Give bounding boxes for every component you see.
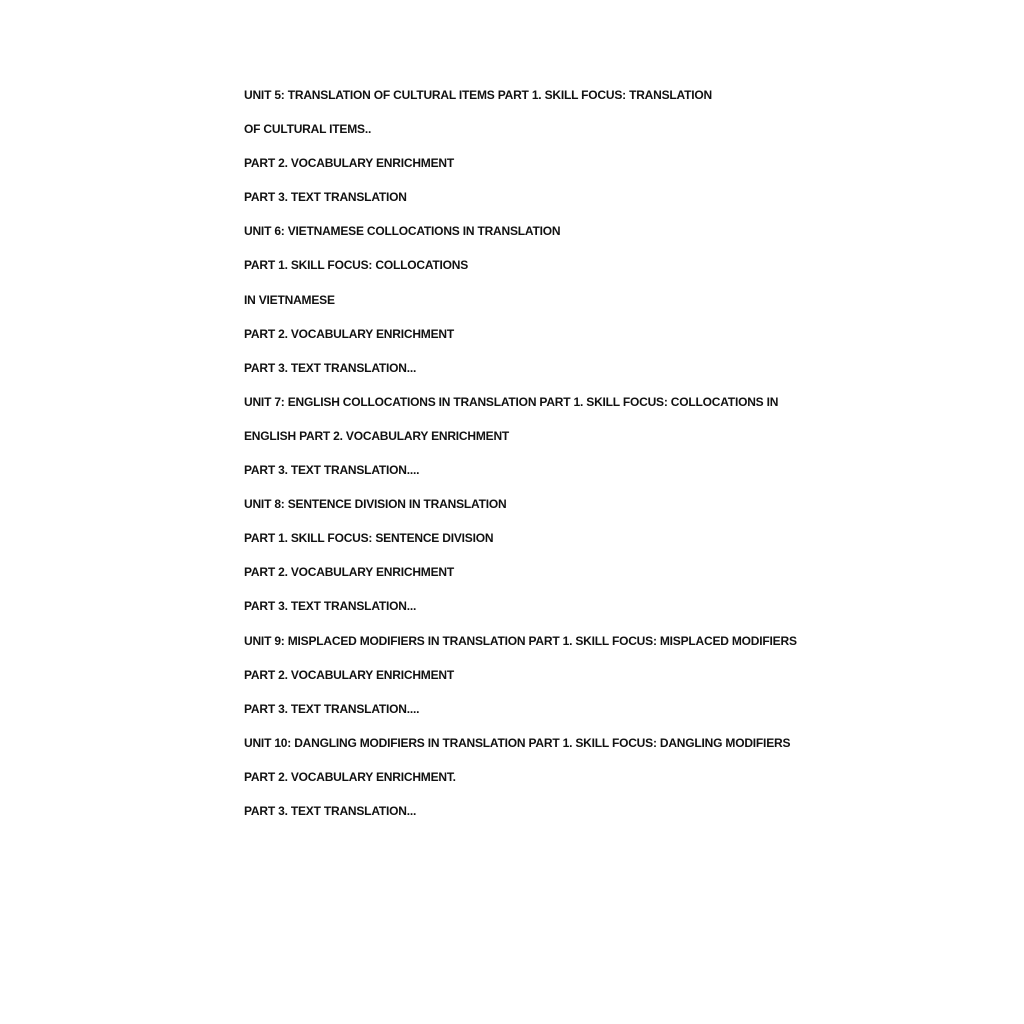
toc-line: PART 2. VOCABULARY ENRICHMENT xyxy=(244,326,454,341)
toc-line: PART 2. VOCABULARY ENRICHMENT xyxy=(244,667,454,682)
toc-line: PART 2. VOCABULARY ENRICHMENT xyxy=(244,565,454,580)
toc-line: ENGLISH PART 2. VOCABULARY ENRICHMENT xyxy=(244,428,510,443)
toc-line: UNIT 10: DANGLING MODIFIERS IN TRANSLATION PART 1. SKILL FOCUS: DANGLING MODIFIERS xyxy=(244,735,791,750)
toc-line: PART 3. TEXT TRANSLATION... xyxy=(244,360,417,375)
toc-line: PART 1. SKILL FOCUS: SENTENCE DIVISION xyxy=(244,531,494,546)
toc-line: UNIT 9: MISPLACED MODIFIERS IN TRANSLATION PART 1. SKILL FOCUS: MISPLACED MODIFIERS xyxy=(244,633,797,648)
toc-line: UNIT 7: ENGLISH COLLOCATIONS IN TRANSLATION PART 1. SKILL FOCUS: COLLOCATIONS IN xyxy=(244,394,779,409)
toc-line: PART 3. TEXT TRANSLATION.... xyxy=(244,463,420,478)
toc-line: PART 3. TEXT TRANSLATION... xyxy=(244,599,417,614)
toc-line: PART 3. TEXT TRANSLATION xyxy=(244,190,407,205)
toc-line: PART 1. SKILL FOCUS: COLLOCATIONS xyxy=(244,258,469,273)
toc-line: PART 3. TEXT TRANSLATION... xyxy=(244,803,417,818)
table-of-contents xyxy=(244,87,844,837)
toc-line: PART 3. TEXT TRANSLATION.... xyxy=(244,701,420,716)
toc-line: OF CULTURAL ITEMS.. xyxy=(244,122,372,137)
toc-line: UNIT 8: SENTENCE DIVISION IN TRANSLATION xyxy=(244,497,507,512)
toc-line: PART 2. VOCABULARY ENRICHMENT xyxy=(244,156,454,171)
toc-line: IN VIETNAMESE xyxy=(244,292,335,307)
toc-line: PART 2. VOCABULARY ENRICHMENT. xyxy=(244,769,456,784)
toc-line: UNIT 6: VIETNAMESE COLLOCATIONS IN TRANSLATION xyxy=(244,224,561,239)
toc-line: UNIT 5: TRANSLATION OF CULTURAL ITEMS PART 1. SKILL FOCUS: TRANSLATION xyxy=(244,88,712,102)
